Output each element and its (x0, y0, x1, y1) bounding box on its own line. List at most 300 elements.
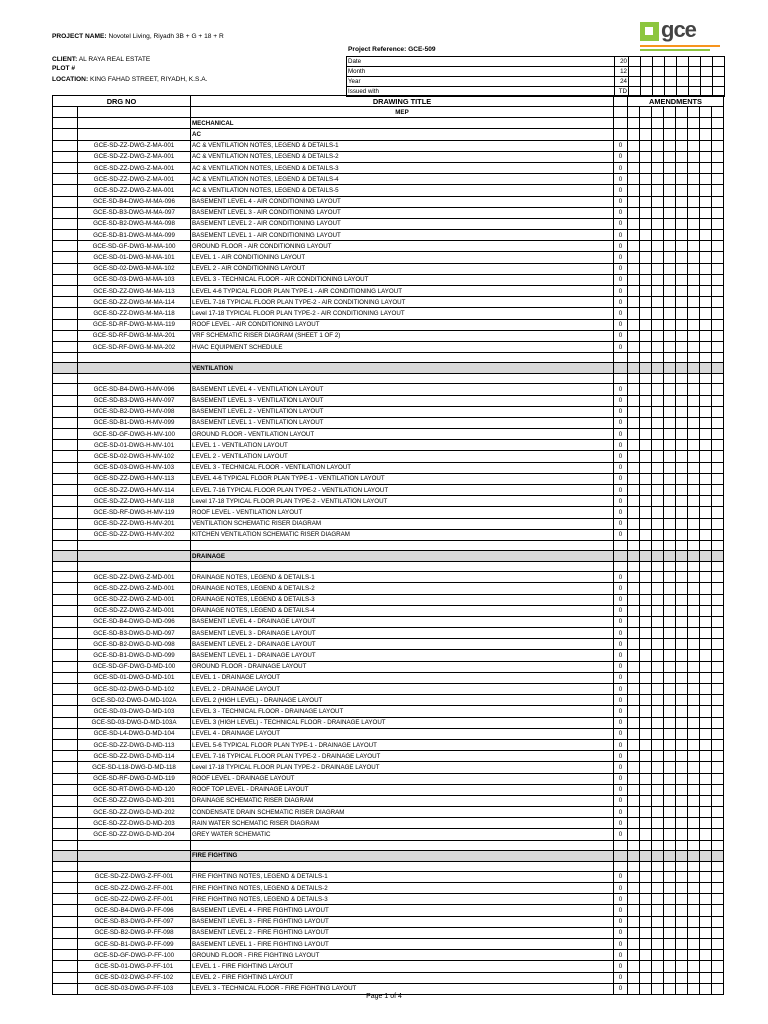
amendment-cell (652, 319, 664, 330)
amendment-cell (652, 330, 664, 341)
amendment-cell (652, 540, 664, 550)
revision: 0 (614, 695, 628, 706)
amendment-cell (688, 263, 700, 274)
amendment-cell (628, 451, 640, 462)
amendment-cell (700, 207, 712, 218)
revision: 0 (614, 583, 628, 594)
amendment-cell (676, 151, 688, 162)
amendment-cell (652, 406, 664, 417)
amendment-cell (664, 129, 676, 140)
discipline-row (53, 107, 724, 118)
amendment-cell (700, 739, 712, 750)
section-row (53, 550, 724, 561)
drawing-title: DRAINAGE NOTES, LEGEND & DETAILS-1 (191, 572, 614, 583)
amendment-cell (712, 938, 724, 949)
drawing-title: GROUND FLOOR - VENTILATION LAYOUT (191, 429, 614, 440)
section-row (53, 118, 724, 129)
meta-empty-cell (713, 67, 725, 77)
amendment-cell (712, 207, 724, 218)
amendment-cell (652, 961, 664, 972)
amendment-cell (640, 728, 652, 739)
cell (53, 107, 78, 118)
drg-no: GCE-SD-ZZ-DWG-D-MD-114 (78, 751, 191, 762)
amendment-cell (712, 529, 724, 540)
drg-no (78, 353, 191, 363)
meta-empty-cell (689, 57, 701, 67)
amendment-cell (628, 207, 640, 218)
table-row (53, 795, 724, 806)
meta-value: 20 (615, 57, 629, 67)
amendment-cell (688, 140, 700, 151)
amendment-cell (676, 894, 688, 905)
index-cell (53, 829, 78, 840)
drawing-title: LEVEL 3 - TECHNICAL FLOOR - DRAINAGE LAYOUT (191, 706, 614, 717)
amendment-cell (712, 540, 724, 550)
amendment-cell (688, 429, 700, 440)
drawing-title-header: DRAWING TITLE (191, 96, 614, 107)
drawing-title: HVAC EQUIPMENT SCHEDULE (191, 341, 614, 352)
amendment-cell (688, 562, 700, 572)
amendment-cell (700, 905, 712, 916)
amendment-cell (712, 650, 724, 661)
amendment-cell (640, 252, 652, 263)
amendment-cell (676, 807, 688, 818)
drg-no: GCE-SD-GF-DWG-M-MA-100 (78, 241, 191, 252)
amendment-cell (700, 938, 712, 949)
drg-no (78, 550, 191, 561)
amendment-cell (712, 739, 724, 750)
amendment-cell (676, 950, 688, 961)
index-cell (53, 894, 78, 905)
amendment-cell (664, 672, 676, 683)
drg-no: GCE-SD-02-DWG-H-MV-102 (78, 451, 191, 462)
amendment-cell (628, 684, 640, 695)
drg-no: GCE-SD-ZZ-DWG-H-MV-118 (78, 496, 191, 507)
amendment-cell (712, 961, 724, 972)
amendment-cell (688, 341, 700, 352)
amendment-cell (676, 605, 688, 616)
amendment-cell (628, 572, 640, 583)
drg-no: GCE-SD-RT-DWG-D-MD-120 (78, 784, 191, 795)
amendment-cell (664, 739, 676, 750)
table-row (53, 818, 724, 829)
amendment-cell (640, 916, 652, 927)
amendment-cell (688, 927, 700, 938)
table-row (53, 496, 724, 507)
amendment-cell (712, 374, 724, 384)
drawing-title: FIRE FIGHTING NOTES, LEGEND & DETAILS-2 (191, 883, 614, 894)
index-cell (53, 174, 78, 185)
table-row (53, 207, 724, 218)
amendment-cell (652, 717, 664, 728)
drg-no (78, 540, 191, 550)
amendment-cell (640, 473, 652, 484)
amendment-cell (688, 462, 700, 473)
amendment-cell (712, 894, 724, 905)
amendment-cell (664, 706, 676, 717)
amendment-cell (652, 417, 664, 428)
drawing-title: BASEMENT LEVEL 4 - DRAINAGE LAYOUT (191, 616, 614, 627)
amendment-cell (688, 395, 700, 406)
section-title: FIRE FIGHTING (191, 850, 614, 861)
revision (614, 129, 628, 140)
revision: 0 (614, 417, 628, 428)
drawing-title: LEVEL 5-6 TYPICAL FLOOR PLAN TYPE-1 - DRAINAGE LAYOUT (191, 739, 614, 750)
amendment-cell (652, 518, 664, 529)
amendment-cell (700, 871, 712, 882)
meta-empty-cell (641, 67, 653, 77)
amendment-cell (712, 485, 724, 496)
table-row (53, 308, 724, 319)
amendment-cell (676, 353, 688, 363)
amendment-cell (700, 252, 712, 263)
table-row (53, 972, 724, 983)
amendment-cell (628, 319, 640, 330)
amendment-cell (676, 330, 688, 341)
amendment-cell (628, 308, 640, 319)
amendment-cell (712, 916, 724, 927)
drawing-title: GROUND FLOOR - AIR CONDITIONING LAYOUT (191, 241, 614, 252)
amendment-cell (676, 784, 688, 795)
amendment-cell (652, 871, 664, 882)
amendment-cell (688, 451, 700, 462)
drg-no: GCE-SD-01-DWG-D-MD-101 (78, 672, 191, 683)
revision: 0 (614, 440, 628, 451)
drg-no (78, 363, 191, 374)
revision: 0 (614, 616, 628, 627)
amendment-cell (628, 353, 640, 363)
table-row (53, 672, 724, 683)
drg-no: GCE-SD-B4-DWG-P-FF-096 (78, 905, 191, 916)
drawing-title: LEVEL 2 - VENTILATION LAYOUT (191, 451, 614, 462)
amendment-cell (652, 129, 664, 140)
amendment-cell (712, 572, 724, 583)
amendment-cell (664, 717, 676, 728)
meta-label: Date (347, 57, 615, 67)
amendment-cell (664, 795, 676, 806)
amendment-cell (652, 174, 664, 185)
amendment-cell (652, 972, 664, 983)
amendment-cell (676, 162, 688, 173)
amendment-cell (664, 395, 676, 406)
issue-meta-table (346, 56, 725, 97)
amendment-cell (712, 440, 724, 451)
table-row (53, 185, 724, 196)
amendment-cell (652, 739, 664, 750)
amendment-cell (664, 319, 676, 330)
amendment-cell (640, 129, 652, 140)
amendment-cell (628, 129, 640, 140)
index-cell (53, 572, 78, 583)
amendment-cell (676, 850, 688, 861)
amendment-cell (688, 496, 700, 507)
drawing-title: AC & VENTILATION NOTES, LEGEND & DETAILS-2 (191, 151, 614, 162)
drawing-title: LEVEL 7-16 TYPICAL FLOOR PLAN TYPE-2 - VENTILATION LAYOUT (191, 485, 614, 496)
revision: 0 (614, 274, 628, 285)
amendment-cell (676, 485, 688, 496)
index-cell (53, 961, 78, 972)
drg-no: GCE-SD-GF-DWG-P-FF-100 (78, 950, 191, 961)
drawing-title: LEVEL 1 - DRAINAGE LAYOUT (191, 672, 614, 683)
drg-no: GCE-SD-ZZ-DWG-M-MA-118 (78, 308, 191, 319)
amendment-cell (688, 330, 700, 341)
amendment-cell (640, 695, 652, 706)
amendment-cell (700, 840, 712, 850)
amendment-cell (664, 353, 676, 363)
amendment-cell (712, 927, 724, 938)
cell (664, 107, 676, 118)
amendment-cell (640, 263, 652, 274)
amendment-cell (640, 319, 652, 330)
amendment-cell (700, 185, 712, 196)
amendment-cell (700, 572, 712, 583)
amendment-cell (676, 252, 688, 263)
revision: 0 (614, 330, 628, 341)
revision: 0 (614, 151, 628, 162)
amendment-cell (664, 118, 676, 129)
drg-no: GCE-SD-ZZ-DWG-D-MD-203 (78, 818, 191, 829)
drg-no: GCE-SD-GF-DWG-H-MV-100 (78, 429, 191, 440)
amendment-cell (700, 684, 712, 695)
amendment-cell (700, 583, 712, 594)
amendment-cell (664, 938, 676, 949)
index-cell (53, 818, 78, 829)
amendment-cell (640, 594, 652, 605)
amendment-cell (700, 462, 712, 473)
amendment-cell (700, 140, 712, 151)
amendment-cell (628, 661, 640, 672)
index-cell (53, 950, 78, 961)
amendment-cell (640, 140, 652, 151)
index-cell (53, 274, 78, 285)
project-name-label: PROJECT NAME: (52, 33, 107, 40)
revision: 0 (614, 818, 628, 829)
amendment-cell (700, 319, 712, 330)
amendment-cell (640, 927, 652, 938)
amendment-cell (664, 308, 676, 319)
drg-no: GCE-SD-01-DWG-M-MA-101 (78, 252, 191, 263)
cell (78, 107, 191, 118)
amendment-cell (628, 650, 640, 661)
amendment-cell (664, 650, 676, 661)
amendment-cell (676, 319, 688, 330)
revision: 0 (614, 507, 628, 518)
drg-no: GCE-SD-B2-DWG-P-FF-098 (78, 927, 191, 938)
meta-row (347, 67, 725, 77)
revision: 0 (614, 230, 628, 241)
amendment-cell (700, 118, 712, 129)
amendment-cell (688, 384, 700, 395)
revision (614, 118, 628, 129)
amendment-cell (676, 297, 688, 308)
drg-no: GCE-SD-GF-DWG-D-MD-100 (78, 661, 191, 672)
index-cell (53, 363, 78, 374)
amendment-cell (652, 894, 664, 905)
amendment-cell (652, 840, 664, 850)
drg-no: GCE-SD-B1-DWG-D-MD-099 (78, 650, 191, 661)
drawing-title: LEVEL 1 - VENTILATION LAYOUT (191, 440, 614, 451)
index-cell (53, 616, 78, 627)
amendment-cell (700, 784, 712, 795)
amendment-cell (628, 241, 640, 252)
revision: 0 (614, 739, 628, 750)
index-cell (53, 905, 78, 916)
drawing-title: LEVEL 2 - DRAINAGE LAYOUT (191, 684, 614, 695)
drg-no: GCE-SD-ZZ-DWG-Z-MA-001 (78, 174, 191, 185)
amendment-cell (700, 894, 712, 905)
revision: 0 (614, 795, 628, 806)
amendment-cell (676, 218, 688, 229)
amendment-cell (676, 829, 688, 840)
amendment-cell (628, 252, 640, 263)
amendment-cell (652, 684, 664, 695)
drg-no: GCE-SD-ZZ-DWG-D-MD-204 (78, 829, 191, 840)
drg-no: GCE-SD-ZZ-DWG-H-MV-113 (78, 473, 191, 484)
amendment-cell (640, 241, 652, 252)
revision: 0 (614, 684, 628, 695)
amendment-cell (664, 185, 676, 196)
meta-empty-cell (689, 67, 701, 77)
index-cell (53, 286, 78, 297)
amendment-cell (664, 950, 676, 961)
table-row (53, 961, 724, 972)
amendment-cell (688, 605, 700, 616)
amendment-cell (664, 518, 676, 529)
amendment-cell (688, 938, 700, 949)
amendment-cell (688, 616, 700, 627)
column-header-row (53, 96, 724, 107)
amendment-cell (712, 429, 724, 440)
amendment-cell (664, 773, 676, 784)
revision: 0 (614, 140, 628, 151)
index-cell (53, 241, 78, 252)
revision: 0 (614, 518, 628, 529)
index-cell (53, 717, 78, 728)
amendment-cell (676, 883, 688, 894)
amendment-cell (700, 263, 712, 274)
index-cell (53, 417, 78, 428)
meta-empty-cell (629, 77, 641, 87)
index-cell (53, 252, 78, 263)
table-row (53, 230, 724, 241)
amendment-cell (652, 151, 664, 162)
amendment-cell (700, 129, 712, 140)
amendment-cell (664, 429, 676, 440)
amendment-cell (700, 297, 712, 308)
amendment-cell (688, 406, 700, 417)
amendment-cell (640, 384, 652, 395)
amendment-cell (664, 174, 676, 185)
amendment-cell (700, 773, 712, 784)
meta-empty-cell (665, 67, 677, 77)
amendment-cell (700, 406, 712, 417)
table-row (53, 395, 724, 406)
revision: 0 (614, 938, 628, 949)
amendment-cell (688, 773, 700, 784)
amendment-cell (700, 485, 712, 496)
amendment-cell (688, 507, 700, 518)
revision (614, 840, 628, 850)
amendment-cell (628, 871, 640, 882)
table-row (53, 706, 724, 717)
drawing-title: BASEMENT LEVEL 4 - VENTILATION LAYOUT (191, 384, 614, 395)
amendment-cell (688, 807, 700, 818)
amendment-cell (652, 661, 664, 672)
section-row (53, 363, 724, 374)
drg-no (78, 129, 191, 140)
table-row (53, 894, 724, 905)
index-cell (53, 118, 78, 129)
drg-no: GCE-SD-ZZ-DWG-H-MV-202 (78, 529, 191, 540)
drg-no: GCE-SD-B4-DWG-M-MA-096 (78, 196, 191, 207)
table-row (53, 218, 724, 229)
drg-no: GCE-SD-03-DWG-H-MV-103 (78, 462, 191, 473)
drg-no: GCE-SD-02-DWG-D-MD-102 (78, 684, 191, 695)
amendment-cell (676, 496, 688, 507)
amendment-cell (688, 650, 700, 661)
drg-no: GCE-SD-03-DWG-D-MD-103A (78, 717, 191, 728)
amendment-cell (664, 451, 676, 462)
amendment-cell (688, 252, 700, 263)
amendment-cell (712, 241, 724, 252)
amendment-cell (628, 341, 640, 352)
section-row (53, 129, 724, 140)
amendment-cell (640, 507, 652, 518)
amendment-cell (652, 207, 664, 218)
table-row (53, 263, 724, 274)
amendment-cell (688, 319, 700, 330)
revision: 0 (614, 905, 628, 916)
amendment-cell (640, 174, 652, 185)
amendment-cell (640, 684, 652, 695)
drg-no: GCE-SD-RF-DWG-M-MA-201 (78, 330, 191, 341)
amendment-cell (664, 784, 676, 795)
revision (614, 861, 628, 871)
section-title: MECHANICAL (191, 118, 614, 129)
amendment-cell (712, 308, 724, 319)
amendment-cell (664, 540, 676, 550)
drawing-title: CONDENSATE DRAIN SCHEMATIC RISER DIAGRAM (191, 807, 614, 818)
amendment-cell (688, 706, 700, 717)
revision: 0 (614, 706, 628, 717)
table-row (53, 938, 724, 949)
amendment-cell (664, 583, 676, 594)
drg-no: GCE-SD-01-DWG-P-FF-101 (78, 961, 191, 972)
amendment-cell (628, 174, 640, 185)
table-row (53, 252, 724, 263)
amendment-cell (712, 883, 724, 894)
amendment-cell (712, 185, 724, 196)
amendment-cell (640, 218, 652, 229)
amendment-cell (628, 916, 640, 927)
drg-no: GCE-SD-ZZ-DWG-Z-FF-001 (78, 871, 191, 882)
logo-tagline-bar (640, 45, 720, 47)
drg-no: GCE-SD-B4-DWG-H-MV-096 (78, 384, 191, 395)
revision: 0 (614, 297, 628, 308)
amendment-cell (628, 927, 640, 938)
amendment-cell (628, 672, 640, 683)
drawing-title: AC & VENTILATION NOTES, LEGEND & DETAILS-4 (191, 174, 614, 185)
amendment-cell (676, 905, 688, 916)
amendment-cell (640, 818, 652, 829)
amendment-cell (664, 905, 676, 916)
meta-empty-cell (641, 77, 653, 87)
amendment-cell (676, 174, 688, 185)
index-cell (53, 395, 78, 406)
table-row (53, 684, 724, 695)
amendment-cell (628, 330, 640, 341)
amendment-cell (688, 818, 700, 829)
